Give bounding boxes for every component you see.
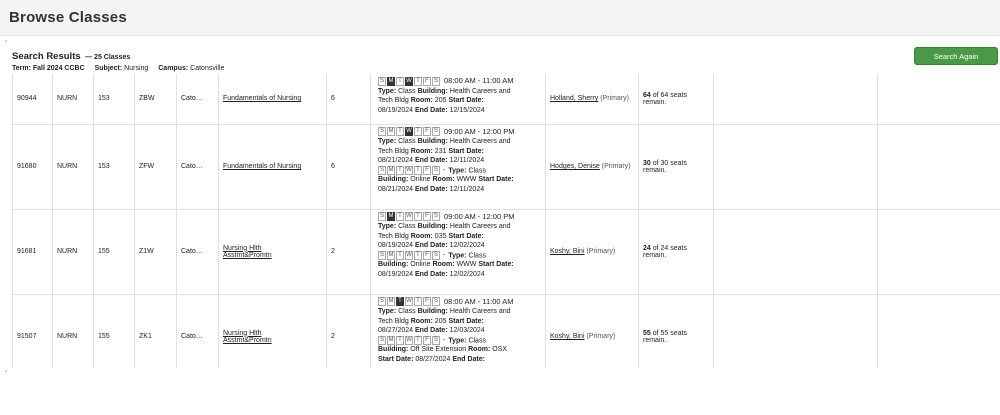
field-label: End Date: [414, 270, 448, 278]
field-label: Type: [378, 223, 397, 230]
field-label: Building: [378, 346, 409, 354]
field-value: Class [396, 138, 418, 145]
field-label: Room: [410, 317, 433, 325]
seats-available: 24 [643, 244, 651, 252]
seats-text: of 55 seats remain. [643, 329, 687, 344]
meeting-time: 09:00 AM - 12:00 PM [444, 211, 515, 221]
field-value: 08/27/2024 [413, 355, 453, 363]
term-label: Term: [12, 65, 31, 72]
empty-cell [714, 74, 878, 124]
course-number-cell: 153 [94, 124, 135, 209]
credit-hours-cell: 6 [327, 124, 371, 209]
seats-available: 30 [643, 159, 651, 167]
field-label: End Date: [414, 242, 448, 249]
instructor-cell [546, 74, 639, 124]
campus-cell: Cato… [177, 294, 219, 368]
meeting-detail-line [378, 185, 541, 195]
day-boxes [378, 77, 440, 86]
field-label: End Date: [414, 327, 448, 334]
table-row [13, 74, 1000, 124]
title-cell [219, 124, 327, 209]
subject-cell: NURN [53, 209, 94, 294]
meeting-line [378, 76, 541, 87]
instructor-role: (Primary) [600, 95, 629, 103]
field-label: Start Date: [378, 355, 414, 363]
day-box: S [379, 166, 384, 173]
day-boxes [378, 336, 440, 345]
day-box: S [379, 213, 384, 220]
field-value: Health Careers and [447, 87, 511, 95]
day-box: S [433, 251, 438, 258]
instructor-link[interactable]: Koshy, Bini [550, 333, 585, 340]
day-box: T [414, 166, 422, 175]
course-title-link[interactable]: Nursing Hlth [223, 329, 262, 337]
field-label: End Date: [452, 355, 486, 363]
meeting-line [378, 212, 541, 223]
seats-cell [639, 124, 714, 209]
day-box: T [396, 77, 404, 86]
day-boxes [378, 166, 440, 175]
meeting-detail-line [378, 260, 541, 270]
meeting-time: 08:00 AM - 11:00 AM [444, 76, 514, 85]
empty-cell [714, 294, 878, 368]
crn-cell: 91681 [13, 209, 53, 294]
field-value: Tech Bldg [378, 317, 411, 325]
instructor-cell [546, 124, 639, 209]
subject-cell: NURN [53, 124, 94, 209]
day-box: T [414, 127, 422, 136]
day-box: T [396, 212, 404, 221]
results-table-container[interactable] [12, 74, 1000, 368]
instructor-link[interactable]: Hodges, Denise [550, 163, 600, 170]
field-value: Online [408, 176, 433, 184]
meeting-line [378, 166, 541, 176]
day-box: M [388, 77, 394, 84]
field-value: Class [396, 223, 418, 230]
field-value: Health Careers and [447, 223, 511, 230]
field-value: Class [466, 166, 486, 174]
title-cell [219, 209, 327, 294]
search-criteria [12, 65, 224, 72]
subject-cell: NURN [53, 294, 94, 368]
course-number-cell: 153 [94, 74, 135, 124]
field-label: Start Date: [448, 317, 484, 325]
day-box: S [433, 77, 438, 84]
subject-value: Nursing [124, 65, 149, 72]
field-value: Off Site Extension [408, 346, 469, 354]
course-title-link[interactable]: Nursing Hlth [223, 244, 262, 252]
field-label: Room: [468, 346, 491, 354]
field-label: Start Date: [448, 97, 484, 104]
day-box: S [379, 128, 384, 135]
field-label: End Date: [414, 185, 448, 193]
field-value: Tech Bldg [378, 97, 411, 104]
field-label: Room: [432, 176, 455, 184]
section-cell: ZK1 [135, 294, 177, 368]
decor-dot [5, 40, 7, 42]
field-value: Health Careers and [447, 308, 511, 315]
meeting-detail-line [378, 96, 541, 106]
credit-hours-cell: 6 [327, 74, 371, 124]
day-box: F [423, 212, 431, 221]
meeting-detail-line [378, 270, 541, 280]
day-box: F [423, 127, 431, 136]
meeting-detail-line [378, 345, 541, 355]
search-again-button[interactable]: Search Again [914, 47, 998, 65]
page-title: Browse Classes [9, 9, 127, 26]
day-box: T [396, 336, 404, 345]
meeting-line [378, 251, 541, 261]
field-value: 08/19/2024 [378, 270, 415, 278]
field-label: Type: [378, 308, 397, 315]
meeting-times-cell [371, 294, 546, 368]
course-number-cell: 155 [94, 294, 135, 368]
day-box: M [388, 251, 394, 258]
seats-available: 55 [643, 329, 651, 337]
course-number-cell: 155 [94, 209, 135, 294]
day-box: S [379, 77, 384, 84]
field-label: Room: [432, 261, 455, 269]
field-label: Start Date: [448, 232, 484, 240]
day-box: F [423, 251, 431, 260]
meeting-times-cell [371, 209, 546, 294]
day-box: T [414, 336, 422, 345]
course-title-link[interactable]: Asstmt&Promtn [223, 251, 272, 259]
empty-cell [878, 294, 1000, 368]
crn-cell: 91507 [13, 294, 53, 368]
day-box: T [414, 77, 422, 86]
field-label: Building: [417, 87, 448, 95]
empty-cell [714, 124, 878, 209]
field-value: 12/03/2024 [447, 327, 485, 334]
day-box: F [423, 336, 431, 345]
meeting-detail-line [378, 222, 541, 232]
campus-label: Campus: [158, 65, 189, 72]
meeting-time: 08:00 AM - 11:00 AM [444, 296, 514, 306]
day-box: W [406, 166, 412, 173]
day-box: W [406, 336, 412, 343]
day-boxes [378, 127, 440, 136]
day-box: M [388, 213, 394, 220]
field-value: Health Careers and [447, 138, 511, 145]
campus-value: Catonsville [190, 65, 225, 72]
meeting-detail-line [378, 156, 541, 166]
field-label: Room: [410, 97, 433, 104]
day-box: M [388, 336, 394, 343]
field-value: Tech Bldg [378, 147, 411, 155]
day-box: T [396, 166, 404, 175]
field-value: Class [396, 87, 418, 95]
separator: - [443, 336, 446, 344]
day-box: M [388, 166, 394, 173]
day-box: S [433, 213, 438, 220]
field-value: 12/11/2024 [447, 157, 485, 164]
field-value: Tech Bldg [378, 232, 411, 240]
crn-cell: 91680 [13, 124, 53, 209]
field-label: End Date: [414, 157, 448, 164]
separator: - [443, 166, 446, 174]
day-box: T [414, 297, 422, 306]
field-label: Room: [410, 147, 433, 155]
field-label: Room: [410, 232, 433, 240]
field-value: 12/02/2024 [447, 270, 485, 278]
day-box: S [379, 251, 384, 258]
table-row [13, 294, 1000, 368]
campus-cell: Cato… [177, 209, 219, 294]
seats-text: of 30 seats remain. [643, 159, 687, 174]
instructor-role: (Primary) [601, 163, 631, 170]
credit-hours-cell: 2 [327, 209, 371, 294]
section-cell: ZBW [135, 74, 177, 124]
campus-cell: Cato… [177, 124, 219, 209]
day-box: W [406, 77, 412, 84]
meeting-detail-line [378, 307, 541, 317]
meeting-line [378, 336, 541, 346]
meeting-detail-line [378, 137, 541, 147]
meeting-line [378, 127, 541, 138]
day-box: S [433, 298, 438, 305]
field-value: 08/19/2024 [378, 242, 415, 249]
meeting-detail-line [378, 326, 541, 336]
empty-cell [878, 209, 1000, 294]
field-value: 08/27/2024 [378, 327, 415, 334]
field-label: Building: [417, 308, 448, 315]
empty-cell [714, 209, 878, 294]
crn-cell: 90944 [13, 74, 53, 124]
results-count: — 25 Classes [85, 54, 131, 61]
field-label: Type: [448, 166, 467, 174]
meeting-detail-line [378, 106, 541, 116]
field-value: WWW [454, 176, 479, 184]
meeting-line [378, 297, 541, 308]
field-label: Start Date: [478, 176, 514, 184]
field-value: 08/21/2024 [378, 185, 415, 193]
instructor-role: (Primary) [586, 333, 616, 340]
seats-text: of 64 seats remain. [643, 91, 687, 106]
field-value: 231 [432, 147, 449, 155]
title-cell [219, 294, 327, 368]
results-table [12, 74, 1000, 368]
day-box: M [388, 128, 394, 135]
meeting-times-cell [371, 74, 546, 124]
field-value: WWW [454, 261, 479, 269]
field-value: 205 [432, 317, 449, 325]
seats-available: 64 [643, 91, 651, 99]
field-label: Building: [378, 261, 409, 269]
course-title-link[interactable]: Fundamentals of Nursing [223, 95, 302, 103]
day-box: W [406, 251, 412, 258]
meeting-detail-line [378, 87, 541, 97]
day-box: T [396, 127, 404, 136]
field-value: Class [396, 308, 418, 315]
day-box: T [396, 297, 404, 306]
day-box: S [379, 336, 384, 343]
day-box: W [406, 298, 412, 305]
page-header [0, 0, 1000, 36]
field-value: 12/02/2024 [447, 242, 485, 249]
meeting-time: 09:00 AM - 12:00 PM [444, 126, 515, 136]
field-label: End Date: [414, 106, 448, 114]
decor-dot [5, 370, 7, 372]
field-value: Class [466, 251, 486, 259]
day-box: T [396, 251, 404, 260]
day-box: T [414, 251, 422, 260]
day-box: F [423, 297, 431, 306]
instructor-cell [546, 294, 639, 368]
field-value: Online [408, 261, 433, 269]
section-cell: Z1W [135, 209, 177, 294]
seats-cell [639, 209, 714, 294]
seats-cell [639, 74, 714, 124]
meeting-times-cell [371, 124, 546, 209]
title-cell [219, 74, 327, 124]
field-label: Type: [378, 138, 397, 145]
table-row [13, 124, 1000, 209]
results-title: Search Results [12, 51, 81, 62]
instructor-cell [546, 209, 639, 294]
subject-cell: NURN [53, 74, 94, 124]
field-value: 12/15/2024 [447, 106, 485, 114]
meeting-detail-line [378, 232, 541, 242]
meeting-detail-line [378, 355, 541, 365]
meeting-detail-line [378, 175, 541, 185]
field-value: Class [466, 336, 486, 344]
field-value: OSX [490, 346, 508, 354]
credit-hours-cell: 2 [327, 294, 371, 368]
day-box: S [433, 336, 438, 343]
field-label: Building: [417, 138, 448, 145]
field-label: Start Date: [478, 261, 514, 269]
field-label: Building: [417, 223, 448, 230]
instructor-role: (Primary) [586, 248, 616, 255]
seats-text: of 24 seats remain. [643, 244, 687, 259]
day-box: W [406, 213, 412, 220]
course-title-link[interactable]: Asstmt&Promtn [223, 336, 272, 344]
day-box: W [406, 128, 412, 135]
day-boxes [378, 297, 440, 306]
field-value: 08/19/2024 [378, 106, 415, 114]
field-value: 035 [432, 232, 449, 240]
field-value: 205 [432, 97, 449, 104]
field-label: Type: [448, 336, 467, 344]
course-title-link[interactable]: Fundamentals of Nursing [223, 163, 302, 170]
day-box: F [423, 77, 431, 86]
field-label: Type: [448, 251, 467, 259]
day-box: S [433, 166, 438, 173]
field-value: 08/21/2024 [378, 157, 415, 164]
field-label: Start Date: [448, 147, 484, 155]
day-box: S [379, 298, 384, 305]
subject-label: Subject: [94, 65, 123, 72]
empty-cell [878, 124, 1000, 209]
meeting-detail-line [378, 147, 541, 157]
day-box: M [388, 298, 394, 305]
instructor-link[interactable]: Koshy, Bini [550, 248, 585, 255]
field-value: 12/11/2024 [447, 185, 485, 193]
term-value: Fall 2024 CCBC [32, 65, 85, 72]
day-boxes [378, 212, 440, 221]
day-box: S [433, 128, 438, 135]
field-label: Type: [378, 87, 397, 95]
day-boxes [378, 251, 440, 260]
seats-cell [639, 294, 714, 368]
table-row [13, 209, 1000, 294]
separator: - [443, 251, 446, 259]
instructor-link[interactable]: Holland, Sherry [550, 95, 599, 103]
search-results-header [12, 46, 224, 72]
day-box: F [423, 166, 431, 175]
campus-cell: Cato… [177, 74, 219, 124]
section-cell: ZFW [135, 124, 177, 209]
meeting-detail-line [378, 317, 541, 327]
empty-cell [878, 74, 1000, 124]
field-label: Building: [378, 176, 409, 184]
meeting-detail-line [378, 241, 541, 251]
day-box: T [414, 212, 422, 221]
